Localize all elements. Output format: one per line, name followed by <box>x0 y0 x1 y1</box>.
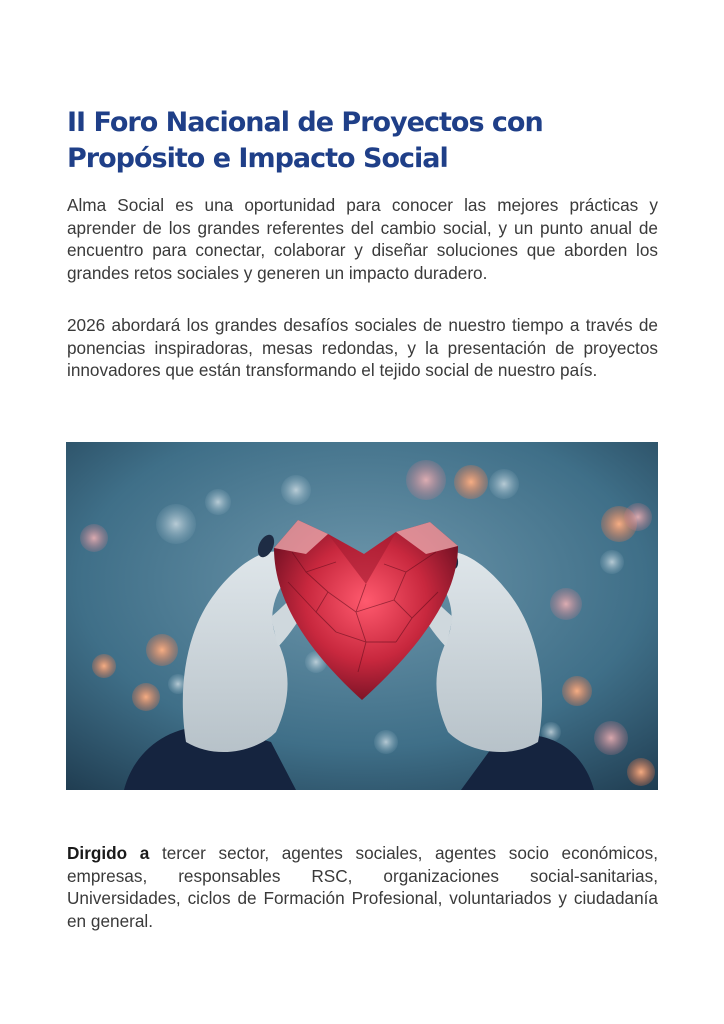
audience-label: Dirgido a <box>67 843 150 863</box>
audience-text: tercer sector, agentes sociales, agentes socio económicos, empresas, responsables RSC, organizaciones social-sanitarias, Universidades, ciclos de Formación Profesional, voluntariados y ciudadanía en general. <box>67 843 658 931</box>
hands-holding-origami-heart-photo <box>66 442 658 790</box>
intro-paragraph: Alma Social es una oportunidad para conocer las mejores prácticas y aprender de los grandes referentes del cambio social, y un punto anual de encuentro para conectar, colaborar y diseñar soluciones que aborden los grandes retos sociales y generen un impacto duradero. <box>67 195 658 283</box>
page-title: II Foro Nacional de Proyectos con Propósito e Impacto Social <box>67 107 543 174</box>
audience-paragraph <box>67 842 658 932</box>
event-description-paragraph: 2026 abordará los grandes desafíos sociales de nuestro tiempo a través de ponencias inspiradoras, mesas redondas, y la presentación de proyectos innovadores que están transformando el tejido social de nuestro país. <box>67 315 658 381</box>
